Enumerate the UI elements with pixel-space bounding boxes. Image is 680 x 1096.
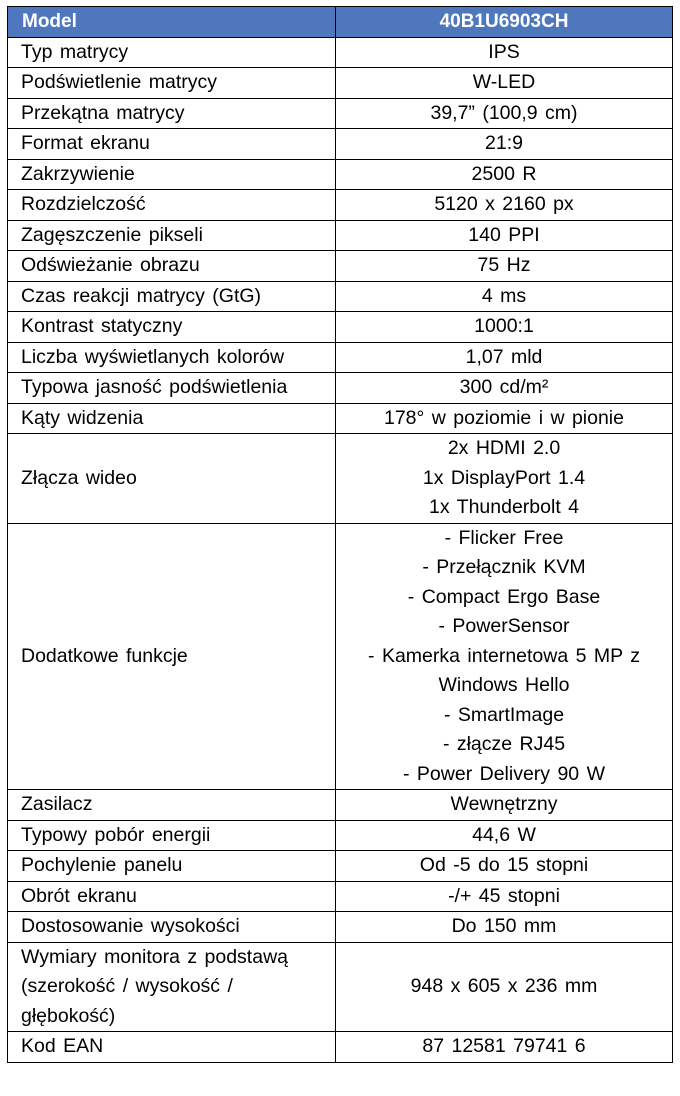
spec-value (336, 373, 673, 404)
table-row (8, 851, 673, 882)
spec-value-line: - Flicker Free (444, 526, 564, 549)
spec-table (7, 6, 673, 1063)
table-row (8, 68, 673, 99)
spec-label: Format ekranu (8, 129, 336, 160)
spec-value (336, 912, 673, 943)
spec-value-line: - PowerSensor (438, 615, 570, 637)
spec-value-line: 1000:1 (474, 315, 534, 337)
spec-label: Wymiary monitora z podstawą (szerokość / wysokość / głębokość) (8, 942, 336, 1032)
spec-value (336, 190, 673, 221)
table-row (8, 434, 673, 524)
spec-value (336, 281, 673, 312)
spec-value-line: 39,7” (100,9 cm) (430, 101, 578, 124)
table-row (8, 820, 673, 851)
table-row (8, 220, 673, 251)
spec-value-line: Od -5 do 15 stopni (419, 854, 589, 876)
table-row (8, 98, 673, 129)
table-row (8, 190, 673, 221)
spec-label: Rozdzielczość (8, 190, 336, 221)
spec-label: Podświetlenie matrycy (8, 68, 336, 99)
spec-value (336, 881, 673, 912)
spec-value (336, 159, 673, 190)
table-row (8, 342, 673, 373)
spec-value (336, 790, 673, 821)
table-row (8, 312, 673, 343)
spec-label: Obrót ekranu (8, 881, 336, 912)
spec-value-line: Do 150 mm (451, 915, 557, 937)
table-row (8, 790, 673, 821)
spec-value (336, 312, 673, 343)
spec-value (336, 342, 673, 373)
spec-value (336, 251, 673, 282)
table-row (8, 159, 673, 190)
spec-value (336, 820, 673, 851)
spec-value-line: - Power Delivery 90 W (403, 762, 605, 785)
spec-value-line: 44,6 W (472, 823, 536, 846)
spec-label: Kontrast statyczny (8, 312, 336, 343)
spec-value-line: 178° w poziomie i w pionie (383, 406, 624, 429)
spec-value-line: 75 Hz (477, 254, 531, 276)
spec-label: Pochylenie panelu (8, 851, 336, 882)
spec-value (336, 523, 673, 790)
spec-value-line: 1x Thunderbolt 4 (429, 496, 579, 518)
spec-value-line: Wewnętrzny (450, 793, 558, 815)
spec-label: Dodatkowe funkcje (8, 523, 336, 790)
header-model-label: Model (8, 7, 336, 38)
table-row (8, 373, 673, 404)
spec-label: Dostosowanie wysokości (8, 912, 336, 943)
spec-value-line: - Compact Ergo Base (407, 585, 601, 608)
spec-label: Liczba wyświetlanych kolorów (8, 342, 336, 373)
spec-value-line: 4 ms (481, 284, 527, 307)
spec-value-line: - Przełącznik KVM (422, 556, 586, 578)
header-model-value: 40B1U6903CH (336, 7, 673, 38)
spec-value-line: 140 PPI (468, 223, 540, 246)
table-row (8, 1032, 673, 1063)
spec-value-line: W-LED (472, 71, 536, 93)
spec-value (336, 129, 673, 160)
table-row (8, 37, 673, 68)
spec-value-line: -/+ 45 stopni (448, 884, 560, 907)
spec-value-line: 948 x 605 x 236 mm (410, 975, 598, 997)
spec-value-line: 300 cd/m² (459, 376, 549, 398)
spec-label: Kod EAN (8, 1032, 336, 1063)
spec-value-line: 21:9 (485, 132, 523, 154)
header-row (8, 7, 673, 38)
spec-label: Przekątna matrycy (8, 98, 336, 129)
spec-value (336, 434, 673, 524)
spec-label: Zakrzywienie (8, 159, 336, 190)
spec-value-line: 2x HDMI 2.0 (447, 437, 561, 459)
spec-value-line: IPS (488, 40, 520, 63)
spec-label: Typowy pobór energii (8, 820, 336, 851)
table-row (8, 403, 673, 434)
spec-value-line: - złącze RJ45 (442, 733, 566, 755)
spec-value (336, 942, 673, 1032)
spec-value (336, 68, 673, 99)
spec-value-line: 5120 x 2160 px (434, 193, 574, 215)
table-row (8, 523, 673, 790)
spec-value (336, 37, 673, 68)
spec-label: Złącza wideo (8, 434, 336, 524)
spec-value-line: 2500 R (471, 162, 537, 185)
spec-body (8, 37, 673, 1062)
spec-label: Typowa jasność podświetlenia (8, 373, 336, 404)
spec-value (336, 403, 673, 434)
spec-label: Kąty widzenia (8, 403, 336, 434)
spec-value (336, 98, 673, 129)
table-row (8, 942, 673, 1032)
table-row (8, 281, 673, 312)
spec-value (336, 851, 673, 882)
spec-value (336, 220, 673, 251)
spec-label: Typ matrycy (8, 37, 336, 68)
spec-label: Odświeżanie obrazu (8, 251, 336, 282)
spec-value-line: - Kamerka internetowa 5 MP z Windows Hello (368, 644, 640, 696)
table-row (8, 129, 673, 160)
spec-value-line: 87 12581 79741 6 (422, 1035, 586, 1057)
table-row (8, 912, 673, 943)
spec-label: Zagęszczenie pikseli (8, 220, 336, 251)
table-row (8, 881, 673, 912)
spec-value-line: - SmartImage (443, 703, 565, 726)
spec-label: Zasilacz (8, 790, 336, 821)
table-row (8, 251, 673, 282)
spec-label: Czas reakcji matrycy (GtG) (8, 281, 336, 312)
spec-value-line: 1,07 mld (465, 345, 543, 368)
spec-value (336, 1032, 673, 1063)
spec-value-line: 1x DisplayPort 1.4 (422, 466, 586, 489)
